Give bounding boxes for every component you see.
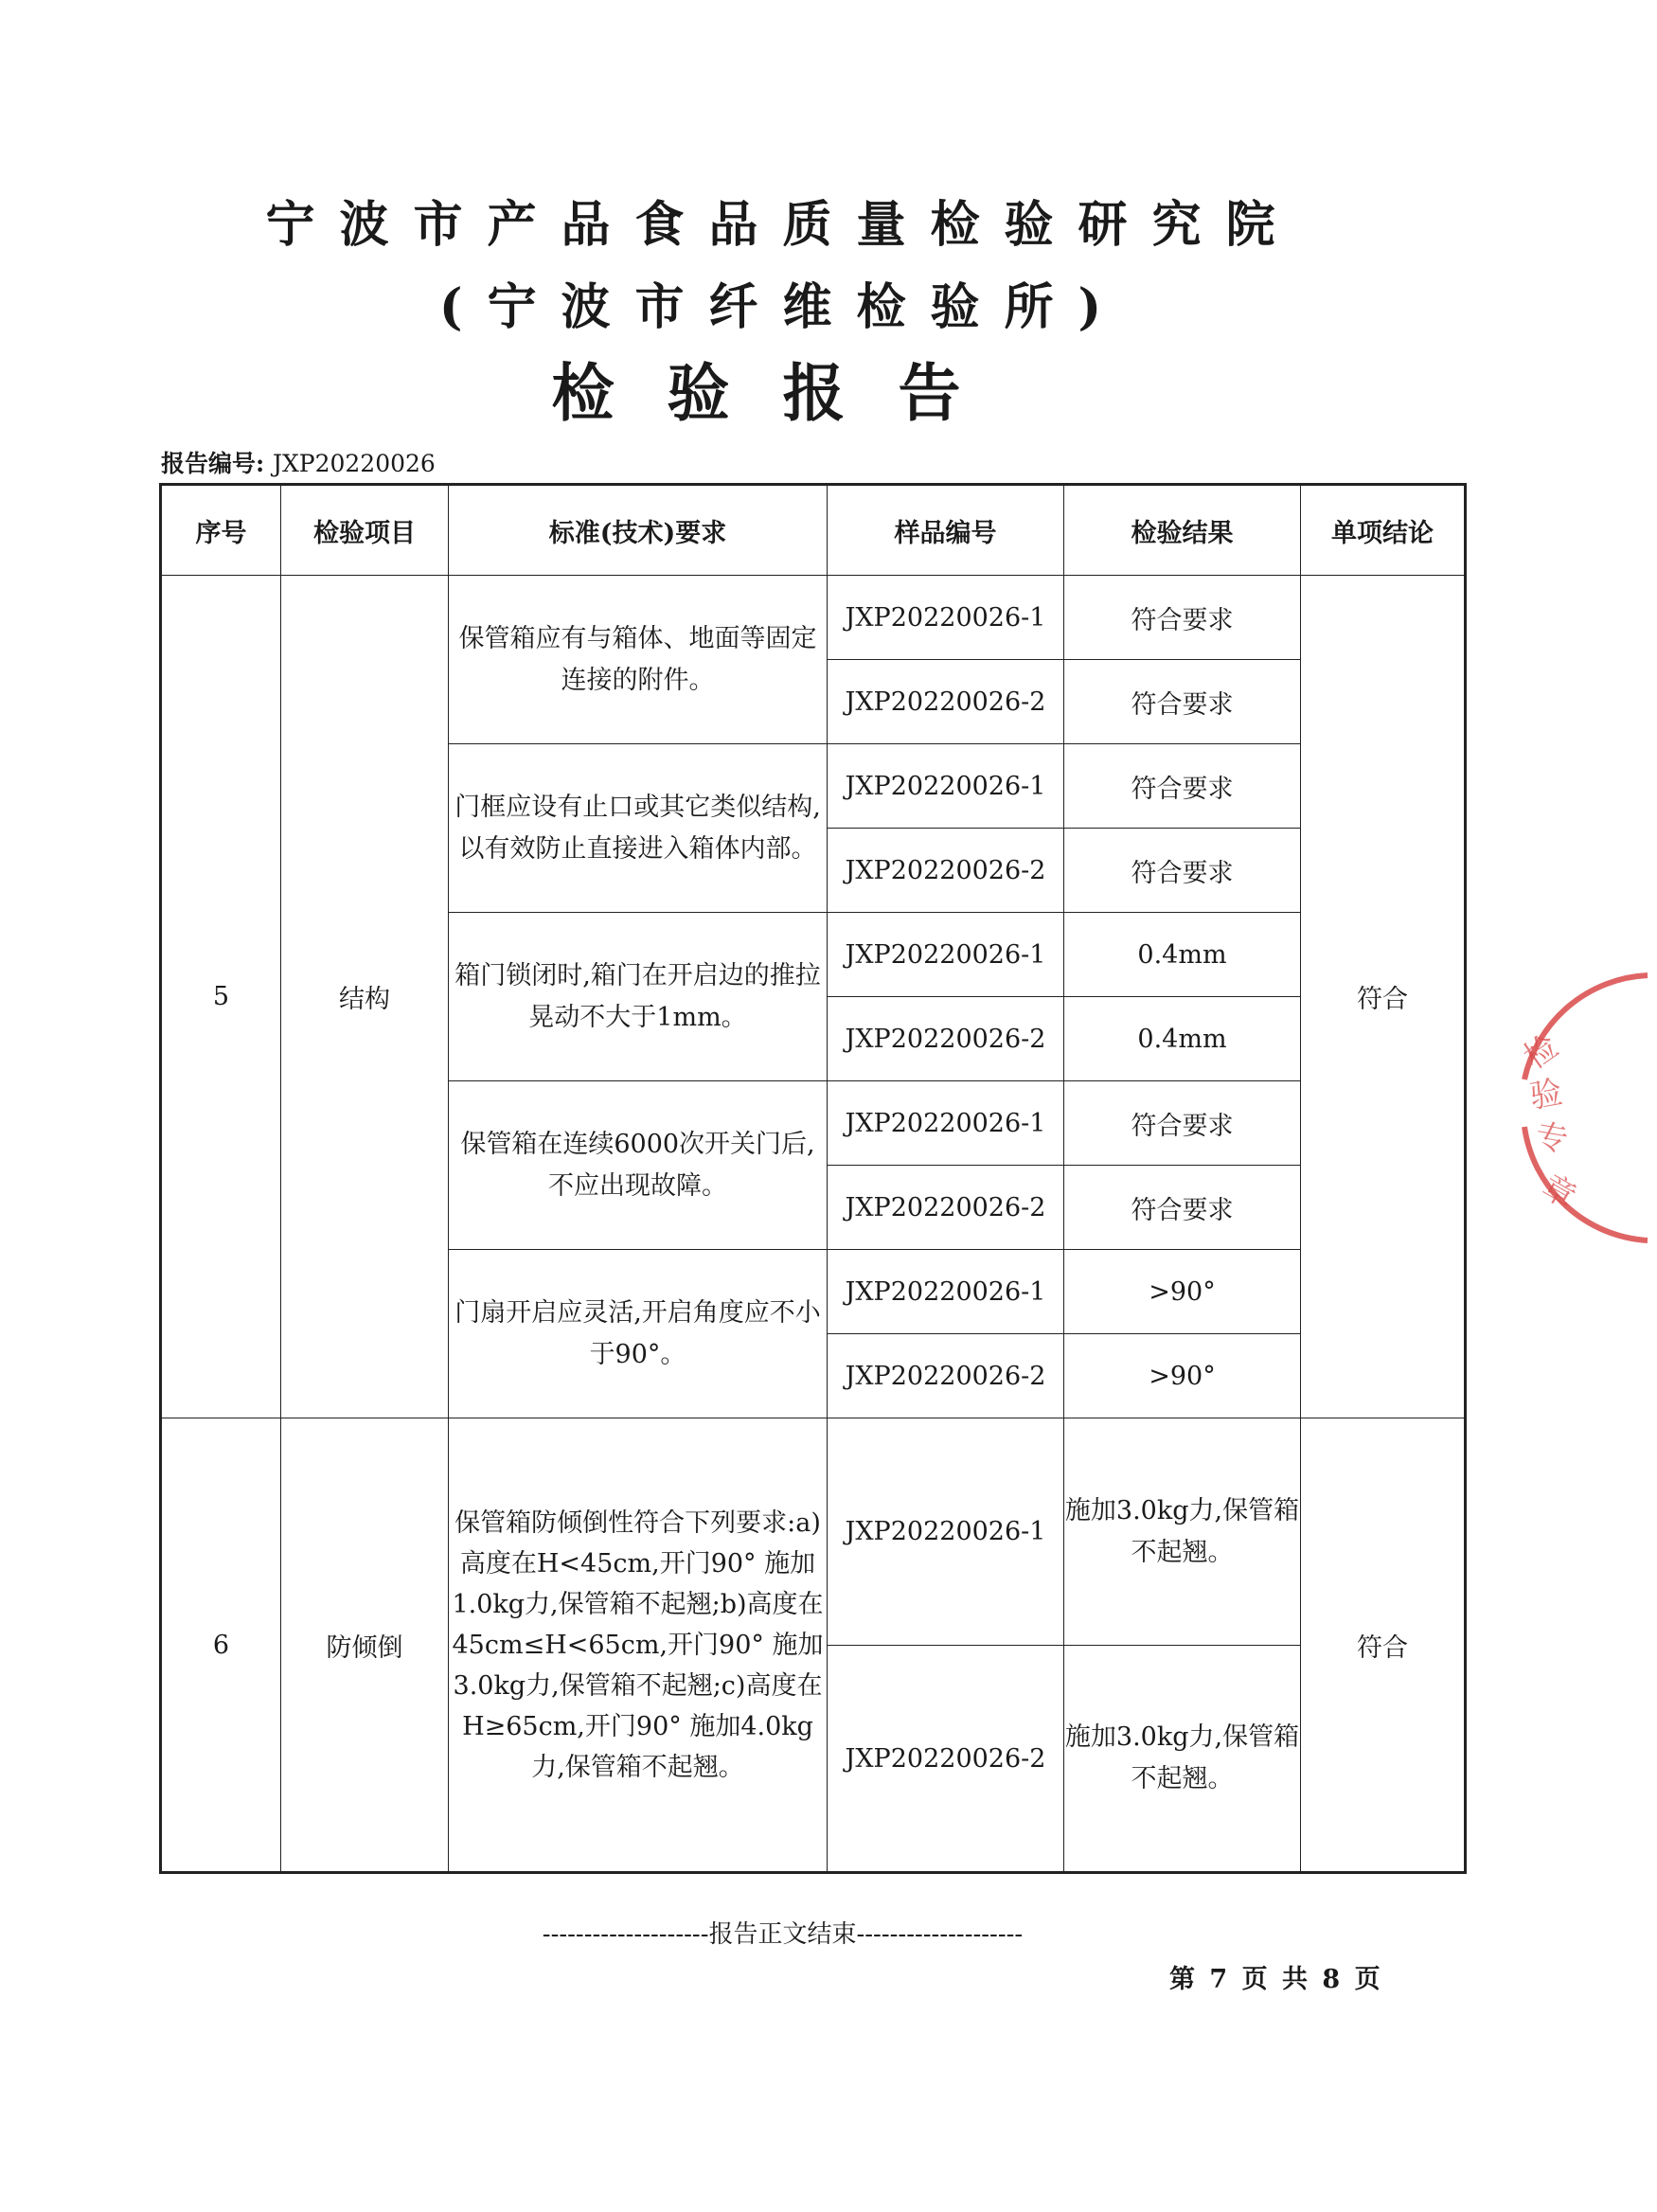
section-item: 防倾倒 [281, 1418, 449, 1873]
result: 施加3.0kg力,保管箱不起翘。 [1064, 1646, 1301, 1873]
result: 0.4mm [1064, 913, 1301, 997]
result: >90° [1064, 1250, 1301, 1334]
sample-id: JXP20220026-1 [828, 576, 1064, 660]
result: 符合要求 [1064, 576, 1301, 660]
table-header-row [161, 485, 1466, 576]
report-end-marker: --------------------报告正文结束-------------------- [542, 1920, 1024, 1949]
document-title: 检验报告 [551, 356, 1014, 430]
requirement-text: 保管箱防倾倒性符合下列要求:a)高度在H<45cm,开门90° 施加1.0kg力,保管箱不起翘;b)高度在45cm≤H<65cm,开门90° 施加3.0kg力,保管箱不起翘;c)高度在H≥65cm,开门90° 施加4.0kg力,保管箱不起翘。 [449, 1418, 828, 1873]
col-header-sample-id: 样品编号 [828, 485, 1064, 576]
result: 符合要求 [1064, 829, 1301, 913]
requirement-text: 保管箱应有与箱体、地面等固定连接的附件。 [449, 576, 828, 744]
report-number-label: 报告编号: [161, 450, 265, 477]
result: 符合要求 [1064, 744, 1301, 829]
sample-id: JXP20220026-2 [828, 1334, 1064, 1418]
section-item: 结构 [281, 576, 449, 1418]
svg-text:验: 验 [1526, 1073, 1566, 1116]
svg-text:检: 检 [1517, 1027, 1566, 1078]
result: >90° [1064, 1334, 1301, 1418]
section-no: 6 [161, 1418, 281, 1873]
result: 施加3.0kg力,保管箱不起翘。 [1064, 1418, 1301, 1646]
official-seal-stamp [1506, 966, 1657, 1250]
sample-id: JXP20220026-1 [828, 1081, 1064, 1166]
sample-id: JXP20220026-2 [828, 1646, 1064, 1873]
requirement-text: 门扇开启应灵活,开启角度应不小于90°。 [449, 1250, 828, 1418]
report-number [161, 445, 436, 479]
result: 符合要求 [1064, 660, 1301, 744]
section-conclusion: 符合 [1301, 576, 1466, 1418]
requirement-text: 箱门锁闭时,箱门在开启边的推拉晃动不大于1mm。 [449, 913, 828, 1081]
requirement-text: 门框应设有止口或其它类似结构,以有效防止直接进入箱体内部。 [449, 744, 828, 913]
col-header-requirement: 标准(技术)要求 [449, 485, 828, 576]
result: 符合要求 [1064, 1166, 1301, 1250]
col-header-item: 检验项目 [281, 485, 449, 576]
col-header-conclusion: 单项结论 [1301, 485, 1466, 576]
requirement-text: 保管箱在连续6000次开关门后,不应出现故障。 [449, 1081, 828, 1250]
result: 0.4mm [1064, 997, 1301, 1081]
table-row [161, 1418, 1466, 1646]
inspection-table [159, 483, 1467, 1874]
report-number-value: JXP20220026 [272, 450, 436, 477]
page-indicator: 第 7 页 共 8 页 [1169, 1965, 1383, 1994]
sample-id: JXP20220026-1 [828, 744, 1064, 829]
institute-name: 宁波市产品食品质量检验研究院 [265, 196, 1300, 254]
section-no: 5 [161, 576, 281, 1418]
sample-id: JXP20220026-1 [828, 913, 1064, 997]
result: 符合要求 [1064, 1081, 1301, 1166]
table-row [161, 576, 1466, 660]
sample-id: JXP20220026-1 [828, 1418, 1064, 1646]
svg-text:章: 章 [1535, 1168, 1582, 1217]
col-header-result: 检验结果 [1064, 485, 1301, 576]
sample-id: JXP20220026-1 [828, 1250, 1064, 1334]
sample-id: JXP20220026-2 [828, 660, 1064, 744]
section-conclusion: 符合 [1301, 1418, 1466, 1873]
sample-id: JXP20220026-2 [828, 829, 1064, 913]
svg-text:专: 专 [1532, 1116, 1571, 1160]
sample-id: JXP20220026-2 [828, 1166, 1064, 1250]
col-header-no: 序号 [161, 485, 281, 576]
sub-institute-name: (宁波市纤维检验所) [438, 278, 1127, 336]
sample-id: JXP20220026-2 [828, 997, 1064, 1081]
